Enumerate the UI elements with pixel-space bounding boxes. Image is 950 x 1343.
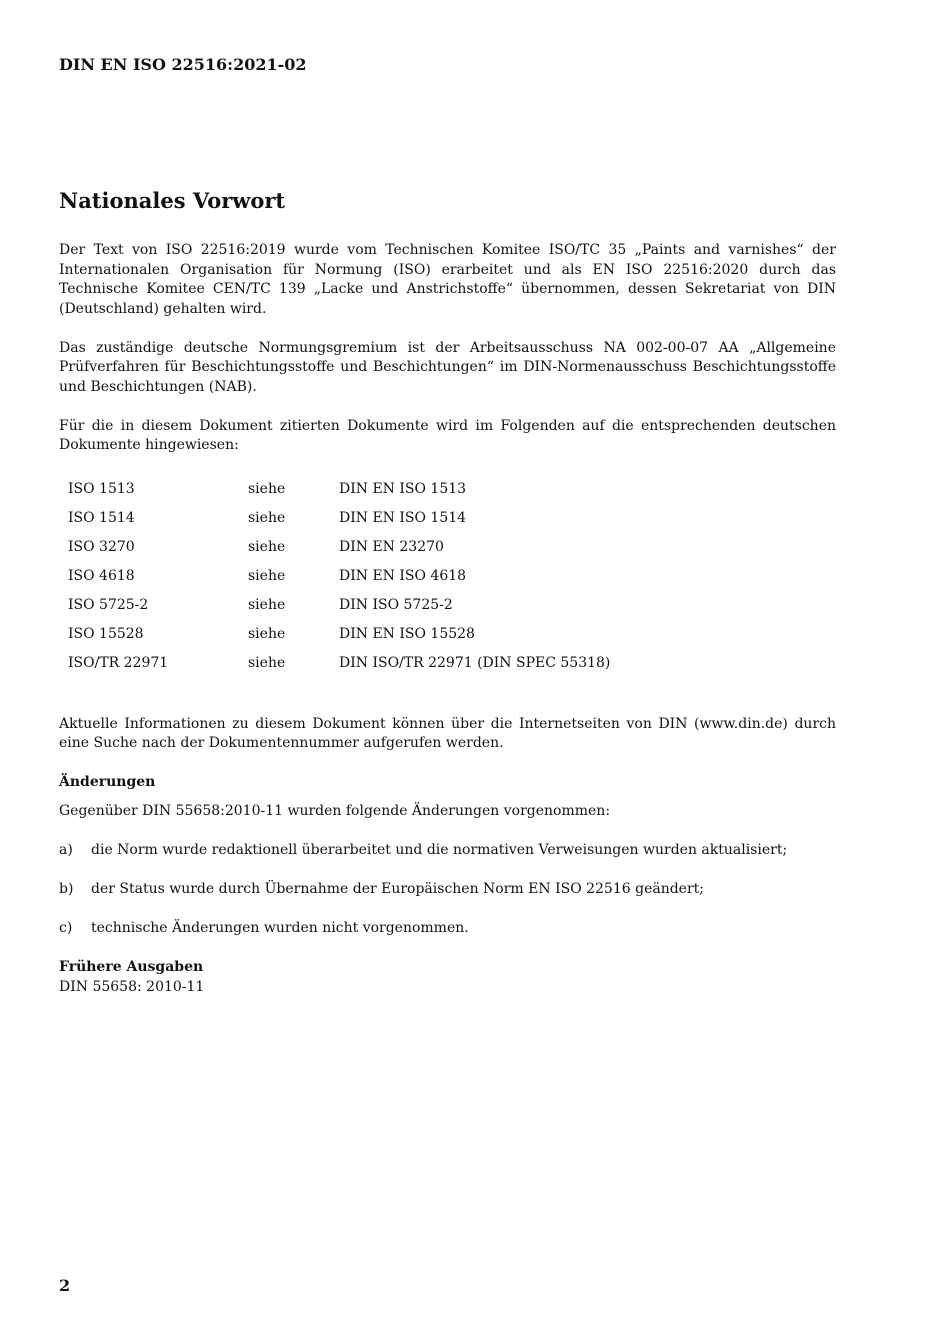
list-item (59, 919, 836, 939)
changes-heading: Änderungen (59, 774, 156, 790)
table-row (68, 650, 610, 679)
din-reference: DIN EN ISO 15528 (339, 626, 475, 643)
page-title: Nationales Vorwort (59, 188, 286, 213)
changes-intro: Gegenüber DIN 55658:2010-11 wurden folgende Änderungen vorgenommen: (59, 803, 611, 819)
reference-link-word: siehe (248, 539, 286, 556)
iso-reference: ISO 5725-2 (68, 597, 149, 614)
reference-link-word: siehe (248, 626, 286, 643)
din-reference: DIN ISO 5725-2 (339, 597, 453, 614)
din-reference: DIN EN ISO 4618 (339, 568, 467, 585)
earlier-editions-text: DIN 55658: 2010-11 (59, 978, 205, 995)
reference-link-word: siehe (248, 568, 286, 585)
reference-link-word: siehe (248, 510, 286, 527)
din-reference: DIN EN ISO 1513 (339, 481, 467, 498)
list-item (59, 841, 836, 861)
paragraph-committee: Das zuständige deutsche Normungsgremium ist der Arbeitsausschuss NA 002-00-07 AA „Allgemeine Prüfverfahren für Beschichtungsstoffe und Beschichtungen“ im DIN-Normenausschuss Beschichtungsstoffe und Beschichtungen (NAB). (59, 339, 836, 395)
din-reference: DIN ISO/TR 22971 (DIN SPEC 55318) (339, 655, 611, 672)
paragraph-online-info: Aktuelle Informationen zu diesem Dokument können über die Internetseiten von DIN (www.din.de) durch eine Suche nach der Dokumentennummer aufgerufen werden. (59, 715, 836, 751)
table-row (68, 592, 610, 621)
document-id-header: DIN EN ISO 22516:2021-02 (59, 55, 307, 74)
table-row (68, 621, 610, 650)
reference-link-word: siehe (248, 481, 286, 498)
reference-table (68, 476, 610, 679)
list-item-text: die Norm wurde redaktionell überarbeitet und die normativen Verweisungen wurden aktualisiert; (91, 842, 788, 858)
reference-link-word: siehe (248, 597, 286, 614)
iso-reference: ISO 1513 (68, 481, 135, 498)
table-row (68, 476, 610, 505)
earlier-editions-heading: Frühere Ausgaben (59, 959, 204, 975)
table-row (68, 563, 610, 592)
paragraph-references-intro: Für die in diesem Dokument zitierten Dokumente wird im Folgenden auf die entsprechenden deutschen Dokumente hingewiesen: (59, 417, 836, 453)
din-reference: DIN EN ISO 1514 (339, 510, 467, 527)
list-item-text: technische Änderungen wurden nicht vorgenommen. (91, 920, 469, 936)
reference-link-word: siehe (248, 655, 286, 672)
table-row (68, 534, 610, 563)
main-content (59, 241, 836, 997)
iso-reference: ISO 3270 (68, 539, 135, 556)
iso-reference: ISO/TR 22971 (68, 655, 169, 672)
list-marker: c) (59, 920, 73, 936)
page-number: 2 (59, 1276, 71, 1295)
list-item-text: der Status wurde durch Übernahme der Europäischen Norm EN ISO 22516 geändert; (91, 881, 704, 897)
iso-reference: ISO 1514 (68, 510, 135, 527)
iso-reference: ISO 4618 (68, 568, 135, 585)
table-row (68, 505, 610, 534)
list-item (59, 880, 836, 900)
list-marker: b) (59, 881, 74, 897)
list-marker: a) (59, 842, 73, 858)
paragraph-origin: Der Text von ISO 22516:2019 wurde vom Technischen Komitee ISO/TC 35 „Paints and varnishes“ der Internationalen Organisation für Normung (ISO) erarbeitet und als EN ISO 22516:2020 durch das Technische Komitee CEN/TC 139 „Lacke und Anstrichstoffe“ übernommen, dessen Sekretariat von DIN (Deutschland) gehalten wird. (59, 242, 836, 317)
iso-reference: ISO 15528 (68, 626, 144, 643)
din-reference: DIN EN 23270 (339, 539, 444, 556)
